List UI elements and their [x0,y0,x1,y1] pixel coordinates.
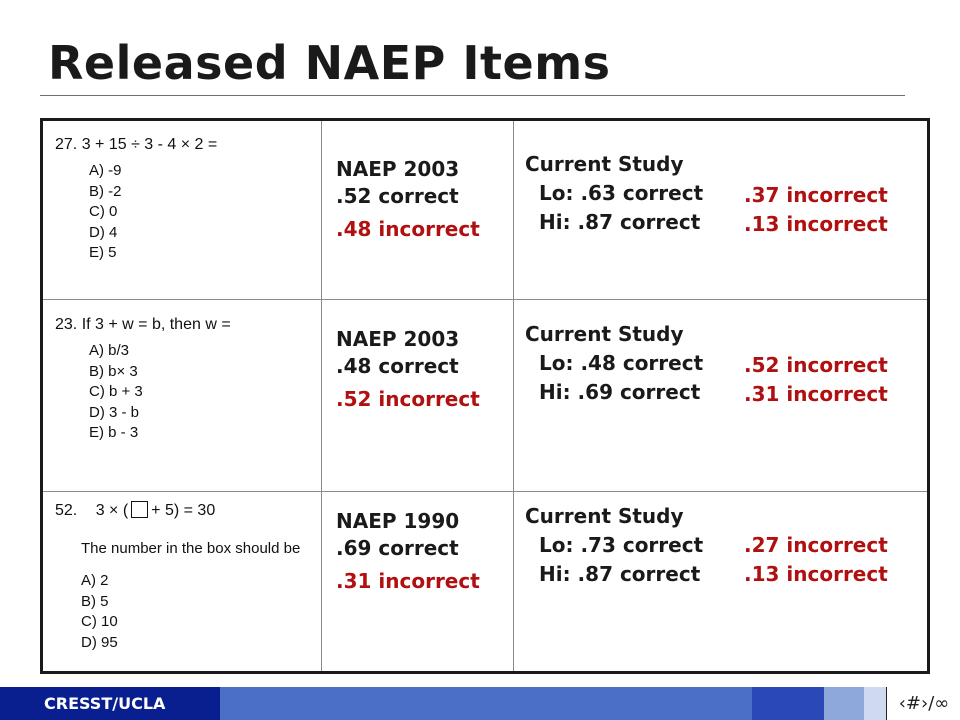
row-divider [43,491,927,492]
answer-options [89,341,231,444]
lo-incorrect: .37 incorrect [744,183,888,207]
question-prompt: The number in the box should be [81,540,301,557]
current-hi: Hi: .87 correct [539,210,701,234]
answer-option: A) b/3 [89,342,130,359]
current-hi: Hi: .87 correct [539,562,701,586]
current-lo: Lo: .63 correct [539,181,704,205]
current-incorrect [744,531,888,589]
naep-label: NAEP 2003 [336,327,460,351]
hi-incorrect: .31 incorrect [744,382,888,406]
naep-incorrect: .52 incorrect [336,387,480,411]
footer-segment [220,687,752,720]
question-number: 52. [55,502,78,519]
current-incorrect [744,181,888,239]
answer-option: A) 2 [81,572,109,589]
answer-option: C) 10 [81,613,118,630]
answer-option: B) -2 [89,182,122,200]
answer-option: D) 3 - b [89,403,140,421]
lo-incorrect: .27 incorrect [744,533,888,557]
naep-correct: .69 correct [336,536,459,560]
naep-incorrect: .48 incorrect [336,217,480,241]
title-divider [40,95,905,96]
question-stem: 27. 3 + 15 ÷ 3 - 4 × 2 = [55,136,218,153]
naep-stats [336,156,480,243]
answer-option: E) b - 3 [89,424,139,441]
answer-options [81,571,300,653]
naep-stats [336,508,480,595]
current-incorrect [744,351,888,409]
answer-option: B) b× 3 [89,362,138,380]
naep-correct: .48 correct [336,354,459,378]
lo-incorrect: .52 incorrect [744,353,888,377]
items-table [40,118,930,674]
column-divider [321,121,322,671]
current-study-label: Current Study [525,322,684,346]
current-lo: Lo: .48 correct [539,351,704,375]
naep-incorrect: .31 incorrect [336,569,480,593]
footer-segment [752,687,824,720]
current-study-label: Current Study [525,152,684,176]
hi-incorrect: .13 incorrect [744,562,888,586]
answer-box [131,501,148,518]
answer-option: D) 4 [89,223,118,241]
question-23 [55,315,231,444]
answer-option: C) b + 3 [89,383,143,400]
answer-option: D) 95 [81,633,118,651]
naep-correct: .52 correct [336,184,459,208]
answer-option: A) -9 [89,162,122,179]
current-study-label: Current Study [525,504,684,528]
naep-label: NAEP 2003 [336,157,460,181]
current-hi: Hi: .69 correct [539,380,701,404]
current-study-stats [525,150,703,237]
question-27 [55,135,217,264]
question-stem [55,501,300,521]
footer-segment [864,687,886,720]
answer-option: E) 5 [89,244,117,261]
page-number: ‹#›/∞ [886,687,960,720]
answer-option: C) 0 [89,203,118,220]
footer-label: CRESST/UCLA [44,694,166,713]
current-study-stats [525,320,703,407]
current-study-stats [525,502,703,589]
naep-stats [336,326,480,413]
current-lo: Lo: .73 correct [539,533,704,557]
footer-bar [0,687,960,720]
expression-right: + 5) = 30 [151,502,216,519]
answer-options [89,161,217,264]
column-divider [513,121,514,671]
question-stem: 23. If 3 + w = b, then w = [55,316,231,333]
footer-segment [824,687,864,720]
expression-left: 3 × ( [95,502,129,519]
answer-option: B) 5 [81,592,109,610]
row-divider [43,299,927,300]
question-52 [55,501,300,653]
naep-label: NAEP 1990 [336,509,460,533]
page-title: Released NAEP Items [48,36,611,90]
hi-incorrect: .13 incorrect [744,212,888,236]
